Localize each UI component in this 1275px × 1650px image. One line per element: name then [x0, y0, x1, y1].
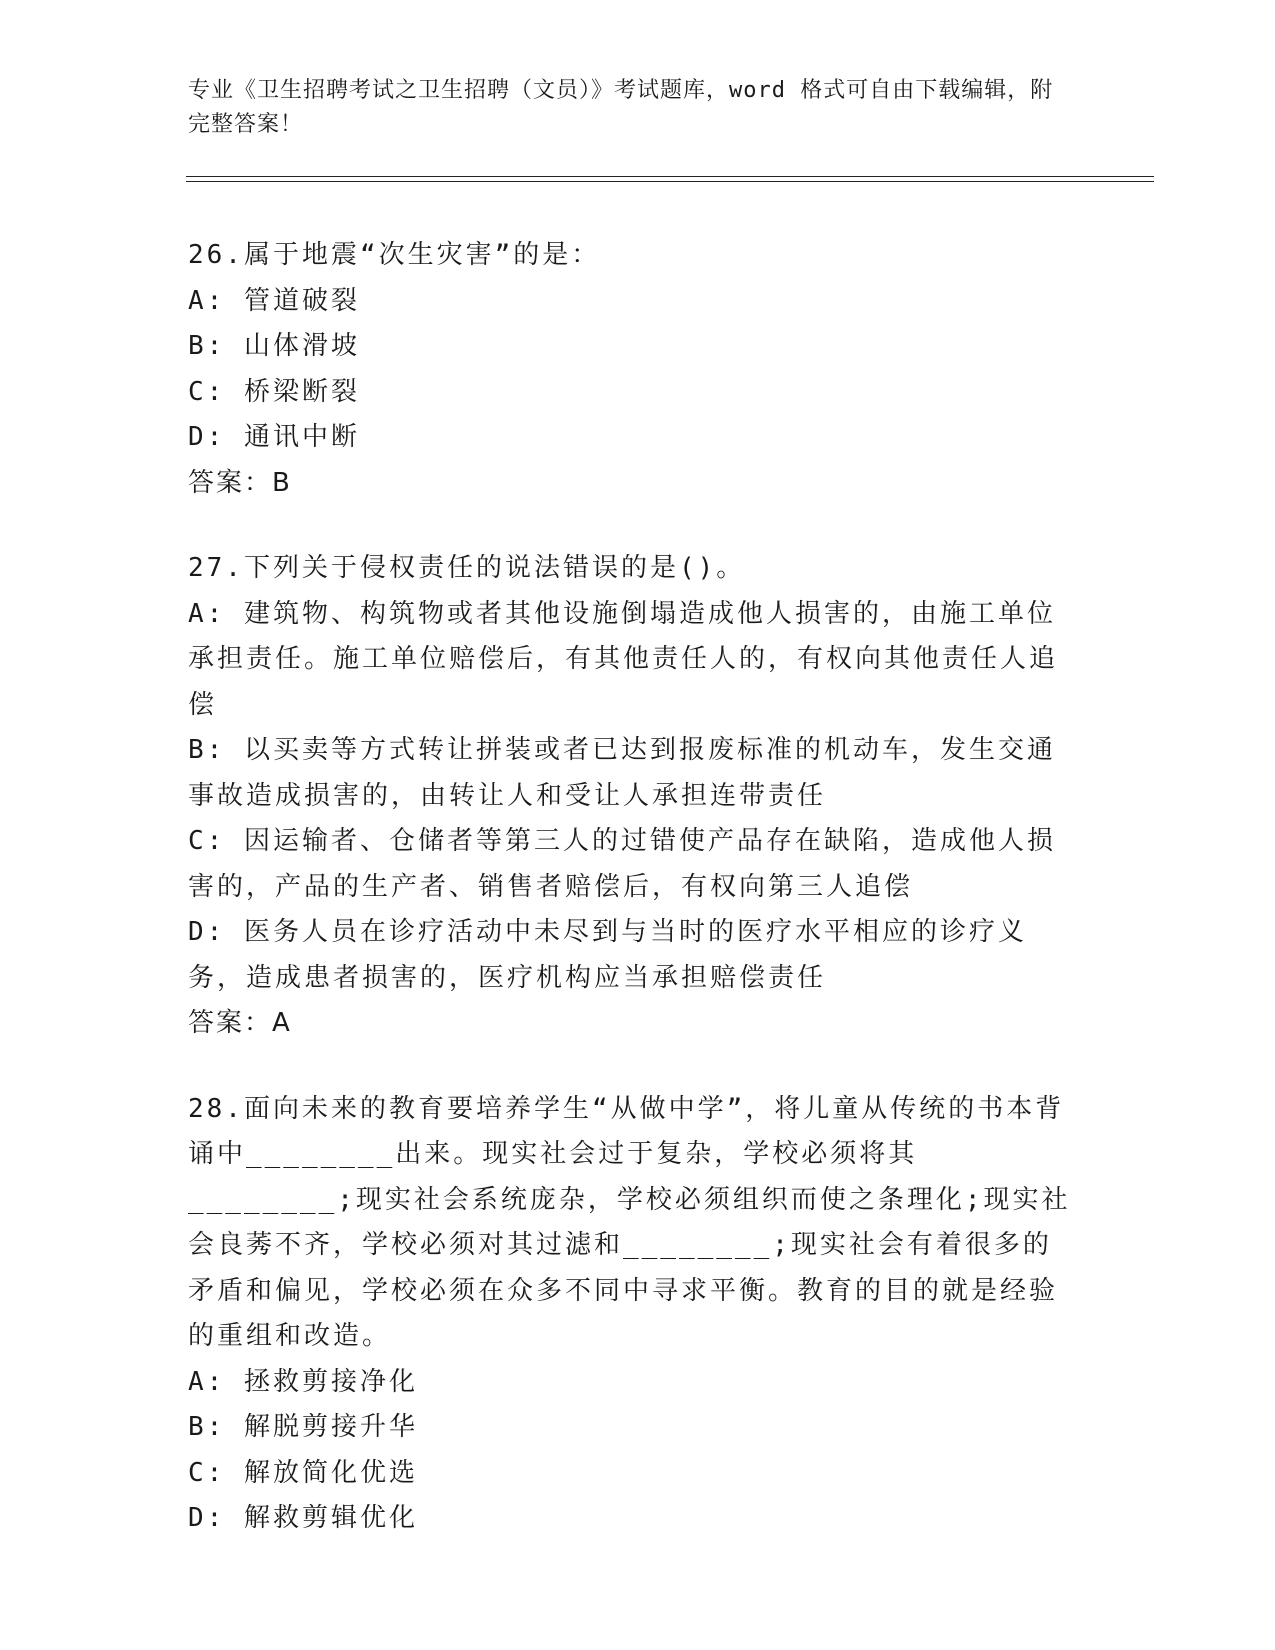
option-a: A: 拯救剪接净化 — [188, 1366, 418, 1397]
option-d: D: 通讯中断 — [188, 422, 360, 452]
question-stem: 28.面向未来的教育要培养学生“从做中学”，将儿童从传统的书本背诵中________出来。现实社会过于复杂，学校必须将其________;现实社会系统庞杂，学校必须组织而使之条理化;现实社会良莠不齐，学校必须对其过滤和________;现实社会有着很多的矛盾和偏见，学校必须在众多不同中寻求平衡。教育的目的就是经验的重组和改造。 — [188, 1093, 1071, 1351]
option-a: A: 管道破裂 — [188, 285, 360, 316]
option-d: D: 医务人员在诊疗活动中未尽到与当时的医疗水平相应的诊疗义务，造成患者损害的，医疗机构应当承担赔偿责任 — [188, 917, 1027, 993]
option-a: A: 建筑物、构筑物或者其他设施倒塌造成他人损害的，由施工单位承担责任。施工单位赔偿后，有其他责任人的，有权向其他责任人追偿 — [188, 598, 1059, 720]
answer-label: 答案：A — [188, 1008, 292, 1038]
option-c: C: 桥梁断裂 — [188, 376, 360, 407]
question-stem: 27.下列关于侵权责任的说法错误的是()。 — [188, 553, 746, 583]
document-header-description: 专业《卫生招聘考试之卫生招聘（文员）》考试题库，word 格式可自由下载编辑，附完整答案！ — [188, 78, 1054, 137]
answer-label: 答案：B — [188, 467, 292, 498]
question-26 — [188, 233, 1078, 506]
option-b: B: 山体滑坡 — [188, 331, 360, 361]
option-b: B: 解脱剪接升华 — [188, 1412, 418, 1442]
question-27 — [188, 546, 1078, 1047]
question-28 — [188, 1087, 1078, 1542]
question-list — [188, 233, 1078, 1582]
option-c: C: 解放简化优选 — [188, 1457, 418, 1488]
header-divider — [186, 176, 1154, 182]
option-b: B: 以买卖等方式转让拼装或者已达到报废标准的机动车，发生交通事故造成损害的，由转让人和受让人承担连带责任 — [188, 735, 1056, 811]
option-c: C: 因运输者、仓储者等第三人的过错使产品存在缺陷，造成他人损害的，产品的生产者、销售者赔偿后，有权向第三人追偿 — [188, 826, 1056, 902]
question-stem: 26.属于地震“次生灾害”的是： — [188, 240, 601, 270]
option-d: D: 解救剪辑优化 — [188, 1503, 418, 1533]
